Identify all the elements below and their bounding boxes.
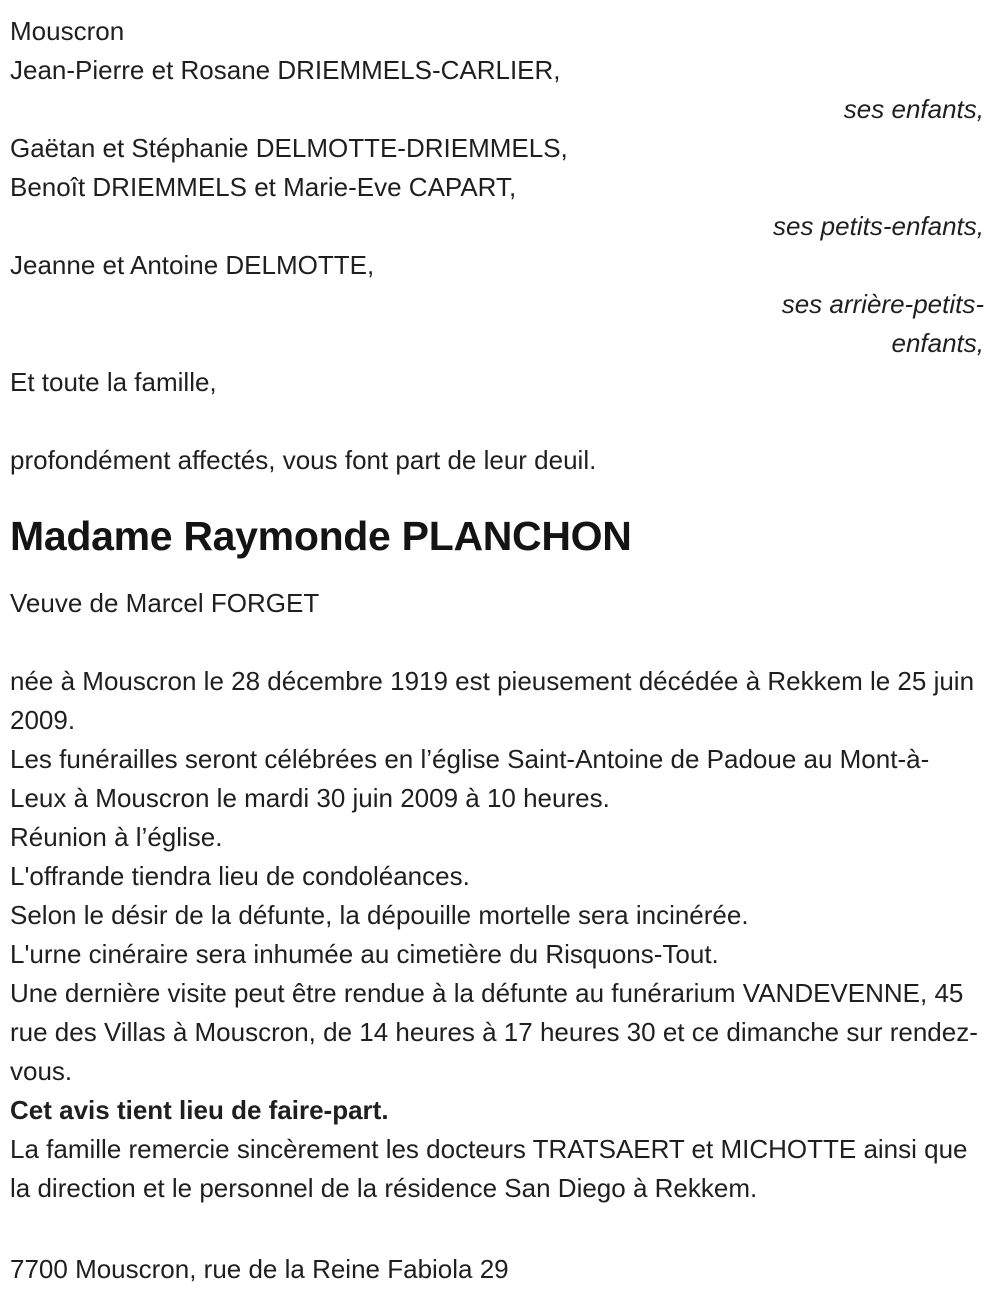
children-names-line: Jean-Pierre et Rosane DRIEMMELS-CARLIER, [10,55,561,85]
widow-line: Veuve de Marcel FORGET [10,588,320,618]
meeting-line: Réunion à l’église. [10,822,223,852]
funeral-details-paragraph: Les funérailles seront célébrées en l’église Saint-Antoine de Padoue au Mont-à-Leux à Mouscron le mardi 30 juin 2009 à 10 heures. [10,744,930,813]
cremation-line: Selon le désir de la défunte, la dépouille mortelle sera incinérée. [10,900,749,930]
grandchildren-names-line-1: Gaëtan et Stéphanie DELMOTTE-DRIEMMELS, [10,133,568,163]
last-visit-paragraph: Une dernière visite peut être rendue à la défunte au funérarium VANDEVENNE, 45 rue des Villas à Mouscron, de 14 heures à 17 heures 30 et ce dimanche sur rendez-vous. [10,978,978,1086]
family-closing-line: Et toute la famille, [10,367,217,397]
offering-line: L'offrande tiendra lieu de condoléances. [10,861,470,891]
death-notice-paragraph: née à Mouscron le 28 décembre 1919 est pieusement décédée à Rekkem le 25 juin 2009. [10,666,975,735]
grandchildren-names-line-2: Benoît DRIEMMELS et Marie-Eve CAPART, [10,172,517,202]
urn-line: L'urne cinéraire sera inhumée au cimetière du Risquons-Tout. [10,939,719,969]
intro-line: profondément affectés, vous font part de leur deuil. [10,445,597,475]
notice-line: Cet avis tient lieu de faire-part. [10,1095,389,1125]
children-relation-label: ses enfants, [843,94,984,124]
great-grandchildren-names-line: Jeanne et Antoine DELMOTTE, [10,250,375,280]
great-grandchildren-relation-label: ses arrière-petits-enfants, [781,289,984,358]
deceased-name-heading: Madame Raymonde PLANCHON [10,513,632,559]
address-line: 7700 Mouscron, rue de la Reine Fabiola 29 [10,1254,509,1284]
thanks-paragraph: La famille remercie sincèrement les docteurs TRATSAERT et MICHOTTE ainsi que la direction et le personnel de la résidence San Diego à Rekkem. [10,1134,968,1203]
city-line: Mouscron [10,16,125,46]
grandchildren-relation-label: ses petits-enfants, [773,211,984,241]
